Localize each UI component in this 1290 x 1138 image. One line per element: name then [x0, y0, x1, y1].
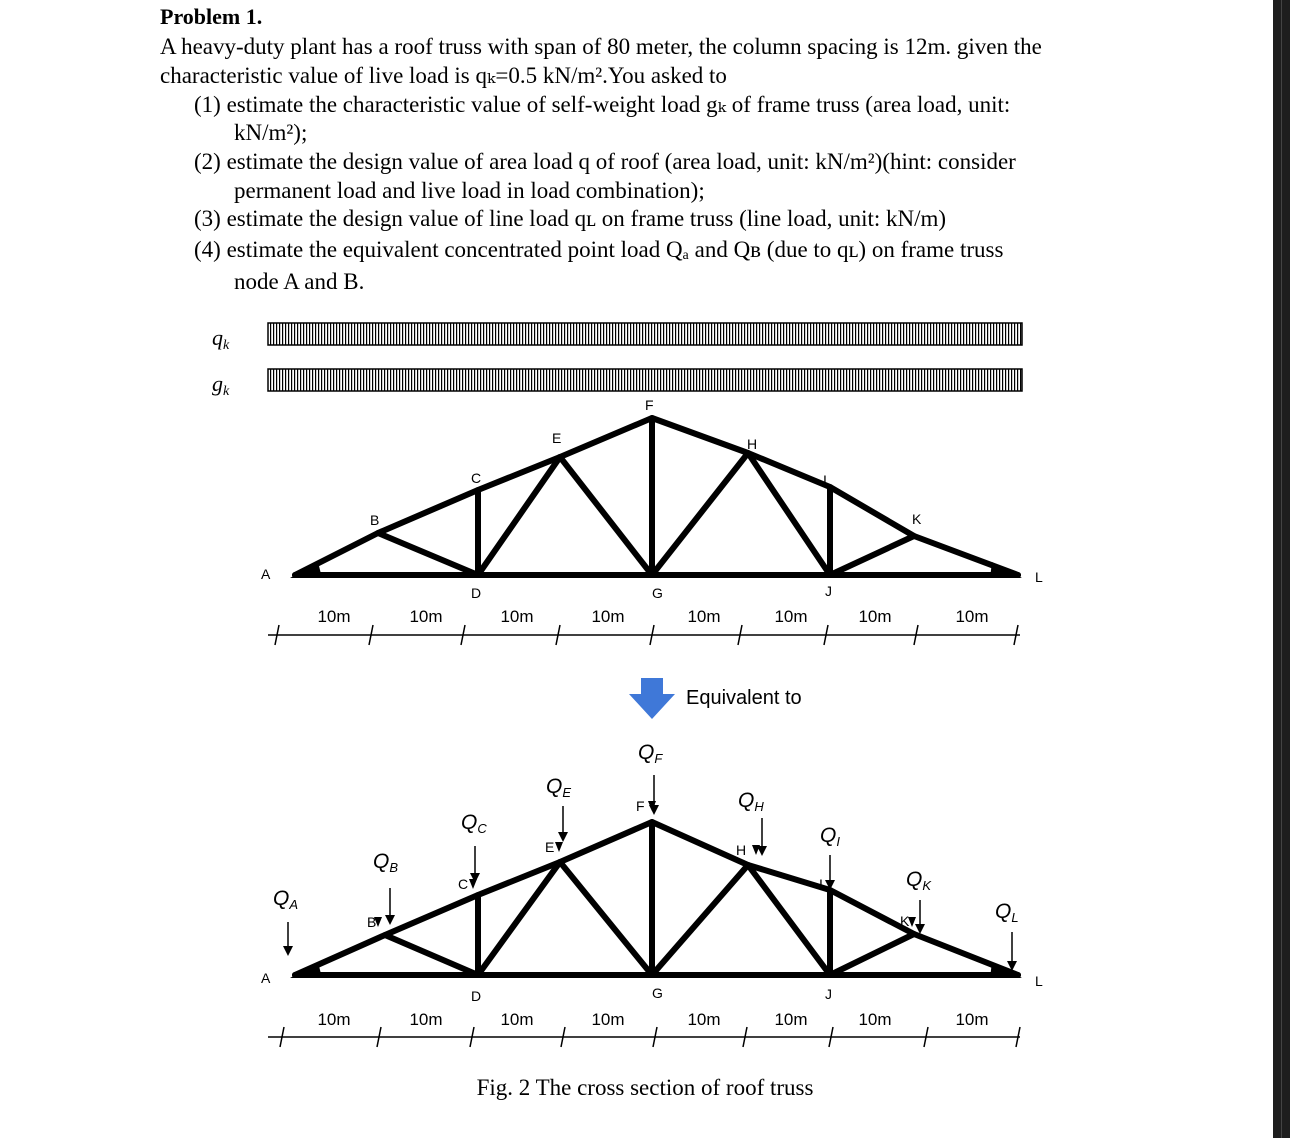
span-label: 10m [317, 607, 351, 626]
span-label: 10m [774, 1010, 808, 1029]
upper-truss [295, 418, 1018, 575]
load-label-QL: QL [995, 900, 1019, 925]
span-label: 10m [500, 607, 534, 626]
node-label-D: D [471, 988, 482, 1004]
question-1-line-1: (1) estimate the characteristic value of self-weight load gₖ of frame truss (area load, unit: [194, 92, 1011, 117]
span-label: 10m [500, 1010, 534, 1029]
node-label-L: L [1035, 973, 1043, 989]
qk-label: qk [212, 325, 230, 353]
node-label-I: I [823, 472, 827, 488]
span-label: 10m [858, 1010, 892, 1029]
question-1-line-2: kN/m²); [234, 120, 308, 145]
window-edge-line [1281, 0, 1282, 1138]
span-label: 10m [955, 1010, 989, 1029]
node-label-C: C [458, 876, 469, 892]
question-4-line-1: (4) estimate the equivalent concentrated point load Qₐ and Qʙ (due to qʟ) on frame truss [194, 237, 1004, 262]
node-label-E: E [545, 839, 555, 855]
intro-line-1: A heavy-duty plant has a roof truss with span of 80 meter, the column spacing is 12m. given the [160, 34, 1042, 59]
equivalent-down-arrow-icon [629, 678, 675, 719]
lower-span-labels [317, 1010, 988, 1029]
load-label-QE: QE [546, 775, 572, 800]
support-A [290, 962, 322, 978]
span-label: 10m [409, 1010, 443, 1029]
support-A [290, 562, 322, 578]
member-GH [652, 865, 748, 975]
node-arrow-marks [374, 801, 916, 927]
gk-label: gk [212, 371, 230, 399]
node-label-E: E [552, 430, 562, 446]
node-label-K: K [912, 511, 922, 527]
node-label-F: F [636, 798, 645, 814]
node-label-D: D [471, 585, 482, 601]
node-label-G: G [652, 985, 663, 1001]
node-label-A: A [261, 970, 271, 986]
support-L [990, 962, 1022, 978]
node-label-H: H [747, 436, 758, 452]
member-GH [652, 453, 748, 575]
equivalent-label: Equivalent to [686, 687, 802, 709]
span-label: 10m [591, 1010, 625, 1029]
node-label-L: L [1035, 569, 1043, 585]
span-label: 10m [955, 607, 989, 626]
lower-dimension-line [268, 1027, 1020, 1047]
qk-distributed-load-bar [268, 323, 1022, 345]
upper-dimension-line [268, 625, 1020, 645]
node-label-K: K [900, 913, 910, 929]
node-label-J: J [825, 986, 832, 1002]
problem-title: Problem 1. [160, 4, 263, 29]
load-label-QA: QA [273, 887, 299, 912]
member-EG [560, 457, 652, 575]
span-label: 10m [687, 607, 721, 626]
support-L [990, 562, 1022, 578]
top-chord [295, 418, 1018, 575]
node-label-J: J [825, 583, 832, 599]
span-label: 10m [591, 607, 625, 626]
question-2-line-1: (2) estimate the design value of area load q of roof (area load, unit: kN/m²)(hint: consider [194, 149, 1016, 174]
node-label-H: H [736, 842, 747, 858]
node-label-A: A [261, 566, 271, 582]
load-label-QK: QK [906, 868, 932, 893]
lower-truss [295, 822, 1018, 975]
span-label: 10m [858, 607, 892, 626]
question-3-line-1: (3) estimate the design value of line load qʟ on frame truss (line load, unit: kN/m) [194, 206, 947, 231]
span-label: 10m [317, 1010, 351, 1029]
node-label-B: B [370, 512, 380, 528]
top-chord [295, 822, 1018, 975]
point-load-labels [273, 741, 1019, 925]
load-label-QI: QI [820, 824, 840, 849]
node-label-B: B [367, 914, 377, 930]
span-label: 10m [774, 607, 808, 626]
question-4-line-2: node A and B. [234, 269, 365, 294]
node-label-I: I [819, 876, 823, 892]
node-label-F: F [645, 397, 654, 413]
node-label-G: G [652, 585, 663, 601]
figure-caption: Fig. 2 The cross section of roof truss [476, 1075, 814, 1100]
span-label: 10m [409, 607, 443, 626]
question-2-line-2: permanent load and live load in load combination); [234, 178, 705, 203]
load-label-QB: QB [373, 850, 399, 875]
load-label-QF: QF [638, 741, 663, 766]
load-label-QC: QC [461, 811, 487, 836]
span-label: 10m [687, 1010, 721, 1029]
upper-span-labels [317, 607, 988, 626]
gk-distributed-load-bar [268, 369, 1022, 391]
member-JK [830, 536, 914, 575]
member-JK [830, 934, 914, 975]
member-EG [560, 862, 652, 975]
load-label-QH: QH [738, 789, 764, 814]
member-BD [378, 533, 478, 575]
member-BD [385, 935, 478, 975]
intro-line-2: characteristic value of live load is qₖ=0.5 kN/m².You asked to [160, 63, 727, 88]
member-HJ [748, 865, 830, 975]
node-label-C: C [471, 470, 482, 486]
